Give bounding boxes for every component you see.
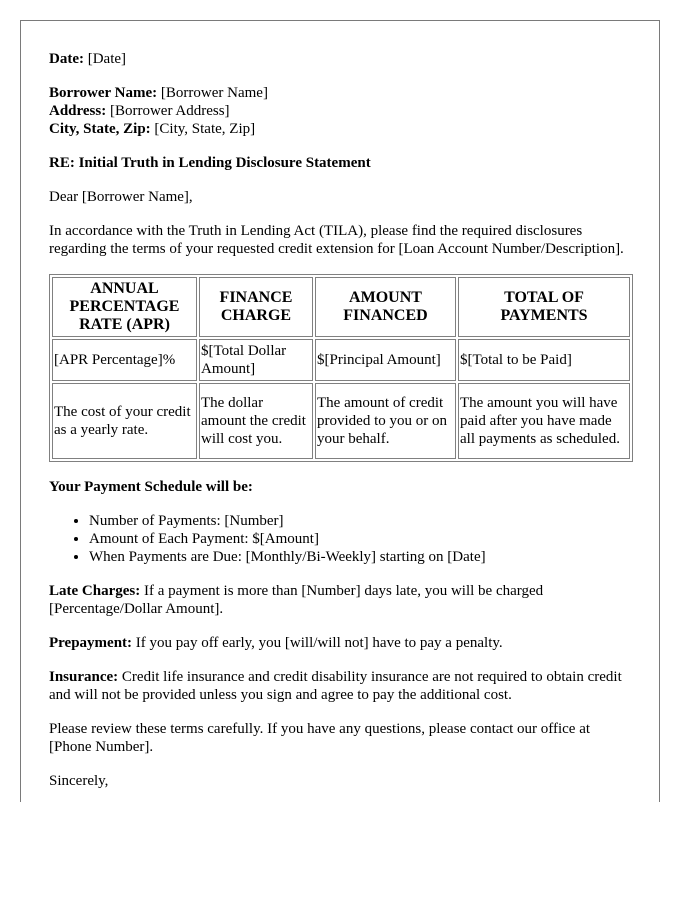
finance-charge-header: FINANCE CHARGE <box>199 277 313 337</box>
borrower-line <box>49 84 631 102</box>
finance-charge-value: $[Total Dollar Amount] <box>199 339 313 381</box>
insurance-label: Insurance: <box>49 669 119 685</box>
prepayment-text: If you pay off early, you [will/will not] have to pay a penalty. <box>132 635 503 651</box>
address-line <box>49 102 631 120</box>
list-item: • When Payments are Due: [Monthly/Bi-Weekly] starting on [Date] <box>89 548 631 566</box>
table-header-row <box>52 277 630 337</box>
salutation: Dear [Borrower Name], <box>49 189 193 205</box>
csz-value: [City, State, Zip] <box>150 121 256 137</box>
apr-value: [APR Percentage]% <box>52 339 197 381</box>
amount-financed-description: The amount of credit provided to you or on your behalf. <box>315 383 456 459</box>
borrower-value: [Borrower Name] <box>157 85 268 101</box>
insurance-text: Credit life insurance and credit disability insurance are not required to obtain credit and will not be provided unless you sign and agree to pay the additional cost. <box>49 669 622 703</box>
amount-financed-value: $[Principal Amount] <box>315 339 456 381</box>
date-label: Date: <box>49 51 84 67</box>
total-payments-description: The amount you will have paid after you have made all payments as scheduled. <box>458 383 630 459</box>
prepayment-paragraph <box>49 634 631 652</box>
schedule-title: Your Payment Schedule will be: <box>49 479 253 495</box>
address-label: Address: <box>49 103 107 119</box>
re-line: RE: Initial Truth in Lending Disclosure Statement <box>49 155 371 171</box>
list-item: • Number of Payments: [Number] <box>89 512 631 530</box>
late-charges-text: If a payment is more than [Number] days late, you will be charged [Percentage/Dollar Amount]. <box>49 583 544 617</box>
table-row <box>52 383 630 459</box>
late-charges-paragraph <box>49 582 631 618</box>
prepayment-label: Prepayment: <box>49 635 133 651</box>
schedule-list <box>49 512 631 566</box>
late-charges-label: Late Charges: <box>49 583 141 599</box>
disclosure-table <box>49 274 633 462</box>
intro-paragraph: In accordance with the Truth in Lending Act (TILA), please find the required disclosures regarding the terms of your requested credit extension for [Loan Account Number/Description]. <box>49 223 624 257</box>
total-payments-header: TOTAL OF PAYMENTS <box>458 277 630 337</box>
borrower-block <box>49 84 631 138</box>
city-state-zip-line <box>49 120 631 138</box>
date-line <box>49 50 631 68</box>
closing: Sincerely, <box>49 773 109 789</box>
insurance-paragraph <box>49 668 631 704</box>
csz-label: City, State, Zip: <box>49 121 151 137</box>
list-item: • Amount of Each Payment: $[Amount] <box>89 530 631 548</box>
apr-description: The cost of your credit as a yearly rate. <box>52 383 197 459</box>
total-payments-value: $[Total to be Paid] <box>458 339 630 381</box>
letter-content <box>21 21 659 790</box>
letter-page <box>20 20 660 802</box>
finance-charge-description: The dollar amount the credit will cost you. <box>199 383 313 459</box>
address-value: [Borrower Address] <box>106 103 230 119</box>
apr-header: ANNUAL PERCENTAGE RATE (APR) <box>52 277 197 337</box>
borrower-label: Borrower Name: <box>49 85 158 101</box>
date-value: [Date] <box>83 51 127 67</box>
amount-financed-header: AMOUNT FINANCED <box>315 277 456 337</box>
review-paragraph: Please review these terms carefully. If you have any questions, please contact our office at [Phone Number]. <box>49 721 591 755</box>
table-row <box>52 339 630 381</box>
